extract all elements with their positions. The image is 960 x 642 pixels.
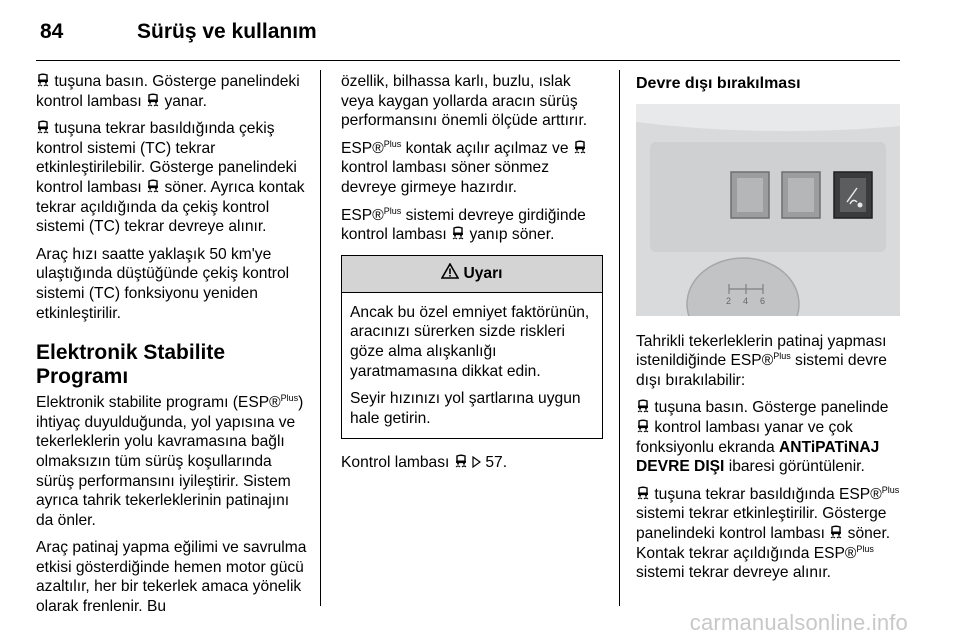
superscript: Plus (881, 484, 900, 495)
switch-blank (731, 172, 769, 218)
display-message: ANTiPATiNAJ DEVRE DIŞI (636, 438, 880, 476)
paragraph-text: sistemi tekrar etkinleştirilir. Gösterge panelindeki kontrol lambası (636, 505, 887, 542)
paragraph-text: Kontrol lambası (341, 454, 450, 472)
column-divider (320, 70, 321, 606)
page-reference-icon (472, 454, 485, 471)
header-rule (36, 60, 900, 61)
paragraph (636, 398, 904, 476)
paragraph (36, 393, 308, 530)
esp-off-icon (636, 486, 650, 501)
paragraph-text: tuşuna basın. Gösterge panelindeki kontrol lambası (36, 73, 300, 110)
warning-title: Uyarı (463, 264, 503, 282)
column-divider (619, 70, 620, 606)
page-title: Sürüş ve kullanım (137, 20, 317, 43)
switch-blank (782, 172, 820, 218)
page-number: 84 (40, 20, 64, 43)
paragraph-text: söner. Kontak tekrar açıldığında ESP® (636, 524, 891, 562)
paragraph (36, 119, 308, 237)
paragraph: Araç patinaj yapma eğilimi ve savrulma etkisi gösterdiğinde hemen motor gücü azaltılır, her bir tekerlek amaca yönelik olarak frenlenir. Bu (36, 539, 307, 616)
paragraph: özellik, bilhassa karlı, buzlu, ıslak veya kaygan yollarda aracın sürüş performansını önemli ölçüde arttırır. (341, 73, 588, 130)
esp-icon (36, 73, 50, 88)
warning-body (342, 293, 602, 439)
paragraph-text: yanar. (164, 92, 207, 110)
section-heading: Devre dışı bırakılması (636, 75, 801, 92)
superscript: Plus (280, 393, 299, 404)
esp-icon (454, 454, 468, 469)
column-3 (636, 72, 904, 591)
section-heading: Elektronik Stabilite Programı (36, 341, 226, 389)
paragraph-text: sistemi devreye girdiğinde kontrol lambası (341, 206, 586, 244)
watermark: carmanualsonline.info (689, 610, 908, 635)
paragraph-text: ibaresi görüntülenir. (728, 458, 865, 476)
esp-off-icon (829, 525, 843, 540)
paragraph-text: tuşuna tekrar basıldığında çekiş kontrol sistemi (TC) tekrar etkinleştirilebilir. Gösterge panelindeki kontrol lambası (36, 120, 297, 196)
paragraph: Araç hızı saatte yaklaşık 50 km'ye ulaştığında düştüğünde çekiş kontrol sistemi (TC) fonksiyonu yeniden etkinleştirilir. (36, 245, 290, 322)
gear-number: 6 (760, 295, 766, 306)
superscript: Plus (383, 205, 402, 216)
page-header (36, 16, 926, 56)
superscript: Plus (383, 138, 402, 149)
paragraph (636, 332, 904, 391)
warning-triangle-icon (441, 263, 459, 285)
esp-icon (36, 120, 50, 135)
paragraph (341, 206, 603, 245)
paragraph-text: yanıp söner. (469, 226, 555, 244)
paragraph-text: Elektronik stabilite programı (ESP® (36, 394, 281, 412)
paragraph-text: Tahrikli tekerleklerin patinaj yapması istenildiğinde ESP® (636, 332, 887, 370)
paragraph-text: kontrol lambası söner sönmez devreye girmeye hazırdır. (341, 159, 550, 196)
esp-icon (573, 140, 587, 155)
paragraph (341, 453, 603, 473)
esp-icon (146, 179, 160, 194)
esp-off-switch (834, 172, 872, 218)
warning-text: Ancak bu özel emniyet faktörünün, aracınızı sürerken sizde riskleri göze alma alışkanlığı yaratmamasına dikkat edin. (350, 303, 590, 380)
paragraph-text: ) ihtiyaç duyulduğunda, yol yapısına ve tekerleklerin yolu kavramasına bağlı olmaksızın tüm sürüş koşullarında sürüş performansını iyileştirir. Sistem ayrıca tahrik tekerleklerinin patinajını da önler. (36, 394, 304, 529)
warning-text: Seyir hızınızı yol şartlarına uygun hale getirin. (350, 390, 581, 427)
esp-icon (146, 93, 160, 108)
paragraph (341, 139, 603, 198)
paragraph-text: tuşuna basın. Gösterge panelinde (654, 399, 889, 417)
superscript: Plus (773, 351, 791, 362)
paragraph-text: tuşuna tekrar basıldığında ESP® (654, 485, 882, 503)
paragraph (36, 72, 308, 111)
paragraph-text: sistemi tekrar devreye alınır. (636, 564, 831, 582)
esp-icon (451, 226, 465, 241)
paragraph-text: kontak açılır açılmaz ve (405, 139, 569, 157)
paragraph-text: ESP® (341, 206, 384, 224)
warning-box (341, 255, 603, 440)
column-1 (36, 72, 308, 625)
paragraph-text: ESP® (341, 139, 384, 157)
paragraph-text: sistemi devre dışı bırakılabilir: (636, 352, 887, 389)
paragraph-text: söner. Ayrıca kontak tekrar açıldığında da çekiş kontrol sistemi (TC) tekrar devreye alınır. (36, 178, 305, 236)
esp-off-icon (636, 419, 650, 434)
esp-off-icon (636, 399, 650, 414)
superscript: Plus (856, 543, 874, 554)
gear-number: 2 (726, 295, 732, 306)
warning-header (342, 256, 602, 293)
gear-number: 4 (743, 295, 749, 306)
column-2 (341, 72, 603, 481)
dashboard-switches-figure (636, 104, 900, 316)
paragraph-text: kontrol lambası yanar ve çok fonksiyonlu ekranda (636, 418, 853, 456)
paragraph (636, 485, 904, 583)
page-reference[interactable]: 57. (485, 454, 508, 472)
